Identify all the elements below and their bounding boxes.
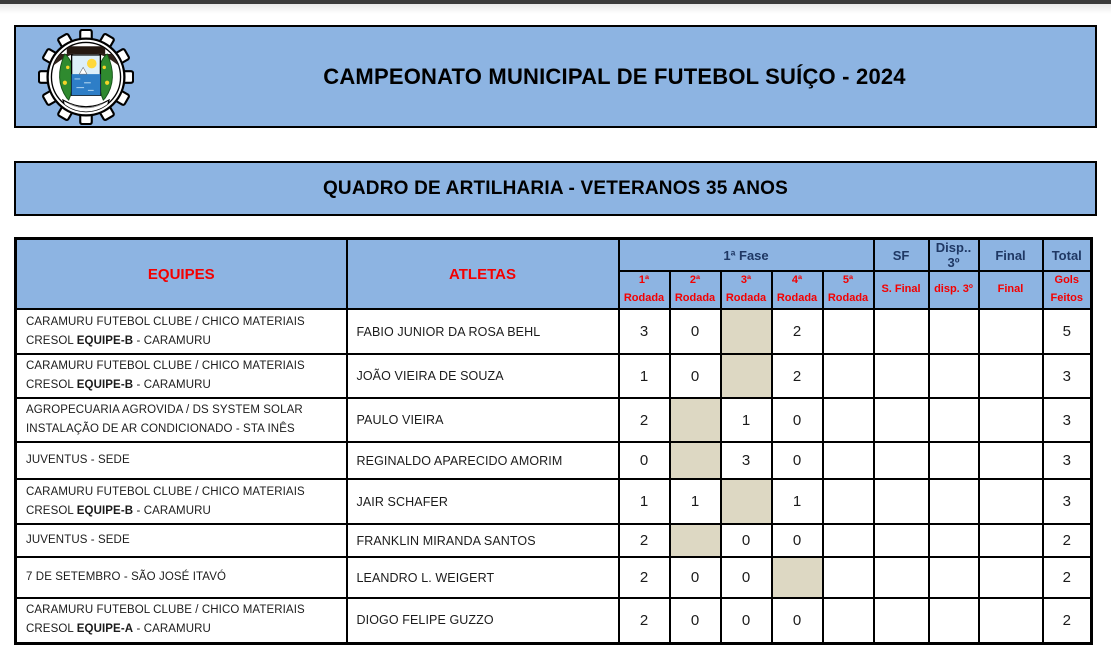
final-cell: [979, 398, 1043, 442]
round-2-cell: 0: [670, 309, 721, 354]
page-title: CAMPEONATO MUNICIPAL DE FUTEBOL SUÍÇO - 2024: [323, 63, 906, 89]
athlete-cell: JOÃO VIEIRA DE SOUZA: [347, 354, 619, 398]
disp3-cell: [929, 598, 979, 643]
table-row: [16, 557, 1092, 598]
round-4-header: 4ª Rodada: [772, 271, 823, 309]
team-name-line1: JUVENTUS - SEDE: [26, 534, 130, 546]
final-cell: [979, 442, 1043, 479]
round-2-cell: [670, 398, 721, 442]
title-banner: [14, 25, 1097, 128]
round-5-cell: [823, 524, 874, 557]
total-cell: 3: [1043, 398, 1092, 442]
final-subheader: Final: [979, 271, 1043, 309]
disp3-cell: [929, 309, 979, 354]
team-cell: [16, 557, 347, 598]
total-cell: 3: [1043, 442, 1092, 479]
disp3-cell: [929, 557, 979, 598]
disp3-cell: [929, 479, 979, 524]
team-cell: [16, 598, 347, 643]
total-cell: 5: [1043, 309, 1092, 354]
total-cell: 2: [1043, 557, 1092, 598]
athlete-cell: LEANDRO L. WEIGERT: [347, 557, 619, 598]
team-name-line1: CARAMURU FUTEBOL CLUBE / CHICO MATERIAIS: [26, 485, 305, 498]
round-3-header: 3ª Rodada: [721, 271, 772, 309]
total-cell: 3: [1043, 479, 1092, 524]
round-1-cell: 1: [619, 479, 670, 524]
team-name-line1: JUVENTUS - SEDE: [26, 454, 130, 466]
table-row: [16, 309, 1092, 354]
equipes-header: EQUIPES: [16, 239, 347, 310]
sfinal-subheader: S. Final: [874, 271, 929, 309]
round-2-cell: 1: [670, 479, 721, 524]
team-name-line2: INSTALAÇÃO DE AR CONDICIONADO - STA INÊS: [26, 423, 295, 435]
total-cell: 3: [1043, 354, 1092, 398]
athlete-cell: FRANKLIN MIRANDA SANTOS: [347, 524, 619, 557]
round-1-cell: 2: [619, 557, 670, 598]
disp3-cell: [929, 398, 979, 442]
team-name-line1: AGROPECUARIA AGROVIDA / DS SYSTEM SOLAR: [26, 404, 303, 416]
round-4-cell: 0: [772, 442, 823, 479]
round-5-cell: [823, 479, 874, 524]
sfinal-cell: [874, 524, 929, 557]
municipal-crest-logo: [38, 29, 134, 125]
round-3-cell: [721, 354, 772, 398]
round-5-cell: [823, 398, 874, 442]
team-name-line2: CRESOL EQUIPE-A - CARAMURU: [26, 623, 211, 636]
athlete-cell: PAULO VIEIRA: [347, 398, 619, 442]
team-name-line2: CRESOL EQUIPE-B - CARAMURU: [26, 504, 211, 517]
round-2-cell: 0: [670, 598, 721, 643]
disp3-subheader: disp. 3º: [929, 271, 979, 309]
team-name-line1: CARAMURU FUTEBOL CLUBE / CHICO MATERIAIS: [26, 315, 305, 328]
disp3-header: Disp.. 3º: [929, 239, 979, 272]
disp3-cell: [929, 442, 979, 479]
round-1-cell: 3: [619, 309, 670, 354]
team-name-line1: 7 DE SETEMBRO - SÃO JOSÉ ITAVÓ: [26, 571, 227, 583]
final-cell: [979, 598, 1043, 643]
team-name-line2: CRESOL EQUIPE-B - CARAMURU: [26, 334, 211, 347]
final-cell: [979, 479, 1043, 524]
sfinal-cell: [874, 354, 929, 398]
round-3-cell: [721, 309, 772, 354]
header-row-1: [16, 239, 1092, 272]
team-cell: [16, 442, 347, 479]
team-cell: [16, 524, 347, 557]
round-5-cell: [823, 442, 874, 479]
page-subtitle: QUADRO DE ARTILHARIA - VETERANOS 35 ANOS: [322, 177, 789, 199]
sfinal-cell: [874, 442, 929, 479]
table-row: [16, 598, 1092, 643]
round-3-cell: 0: [721, 598, 772, 643]
coat-of-arms-icon: [38, 29, 134, 125]
round-2-cell: 0: [670, 557, 721, 598]
round-5-cell: [823, 598, 874, 643]
round-2-cell: 0: [670, 354, 721, 398]
disp3-cell: [929, 354, 979, 398]
round-5-cell: [823, 309, 874, 354]
team-name-line2: CRESOL EQUIPE-B - CARAMURU: [26, 379, 211, 391]
round-3-cell: [721, 479, 772, 524]
artilharia-table: [14, 237, 1093, 645]
round-4-cell: 0: [772, 398, 823, 442]
athlete-cell: FABIO JUNIOR DA ROSA BEHL: [347, 309, 619, 354]
sfinal-cell: [874, 598, 929, 643]
team-cell: [16, 398, 347, 442]
gols-feitos-subheader: Gols Feitos: [1043, 271, 1092, 309]
team-cell: [16, 354, 347, 398]
round-4-cell: 2: [772, 354, 823, 398]
round-5-cell: [823, 354, 874, 398]
athlete-cell: JAIR SCHAFER: [347, 479, 619, 524]
athlete-cell: DIOGO FELIPE GUZZO: [347, 598, 619, 643]
final-cell: [979, 354, 1043, 398]
round-4-cell: [772, 557, 823, 598]
total-cell: 2: [1043, 524, 1092, 557]
round-2-cell: [670, 524, 721, 557]
fase-header: 1ª Fase: [619, 239, 874, 272]
table-row: [16, 354, 1092, 398]
round-3-cell: 1: [721, 398, 772, 442]
table-row: [16, 479, 1092, 524]
sfinal-cell: [874, 557, 929, 598]
round-4-cell: 1: [772, 479, 823, 524]
round-3-cell: 0: [721, 524, 772, 557]
round-5-header: 5ª Rodada: [823, 271, 874, 309]
round-1-cell: 0: [619, 442, 670, 479]
table-row: [16, 442, 1092, 479]
round-1-cell: 2: [619, 398, 670, 442]
table-row: [16, 524, 1092, 557]
final-header: Final: [979, 239, 1043, 272]
table-row: [16, 398, 1092, 442]
sf-header: SF: [874, 239, 929, 272]
round-5-cell: [823, 557, 874, 598]
total-cell: 2: [1043, 598, 1092, 643]
subtitle-banner: [14, 161, 1097, 216]
sfinal-cell: [874, 309, 929, 354]
final-cell: [979, 557, 1043, 598]
round-2-cell: [670, 442, 721, 479]
athlete-cell: REGINALDO APARECIDO AMORIM: [347, 442, 619, 479]
atletas-header: ATLETAS: [347, 239, 619, 310]
team-name-line1: CARAMURU FUTEBOL CLUBE / CHICO MATERIAIS: [26, 604, 305, 617]
round-3-cell: 0: [721, 557, 772, 598]
round-1-cell: 2: [619, 524, 670, 557]
round-2-header: 2ª Rodada: [670, 271, 721, 309]
disp3-cell: [929, 524, 979, 557]
total-header: Total: [1043, 239, 1092, 272]
team-cell: [16, 479, 347, 524]
round-1-cell: 2: [619, 598, 670, 643]
page-top-fade: [0, 4, 1111, 14]
round-4-cell: 0: [772, 524, 823, 557]
final-cell: [979, 524, 1043, 557]
round-4-cell: 0: [772, 598, 823, 643]
round-1-header: 1ª Rodada: [619, 271, 670, 309]
round-1-cell: 1: [619, 354, 670, 398]
team-cell: [16, 309, 347, 354]
team-name-line1: CARAMURU FUTEBOL CLUBE / CHICO MATERIAIS: [26, 360, 305, 372]
sfinal-cell: [874, 398, 929, 442]
sfinal-cell: [874, 479, 929, 524]
final-cell: [979, 309, 1043, 354]
round-3-cell: 3: [721, 442, 772, 479]
round-4-cell: 2: [772, 309, 823, 354]
